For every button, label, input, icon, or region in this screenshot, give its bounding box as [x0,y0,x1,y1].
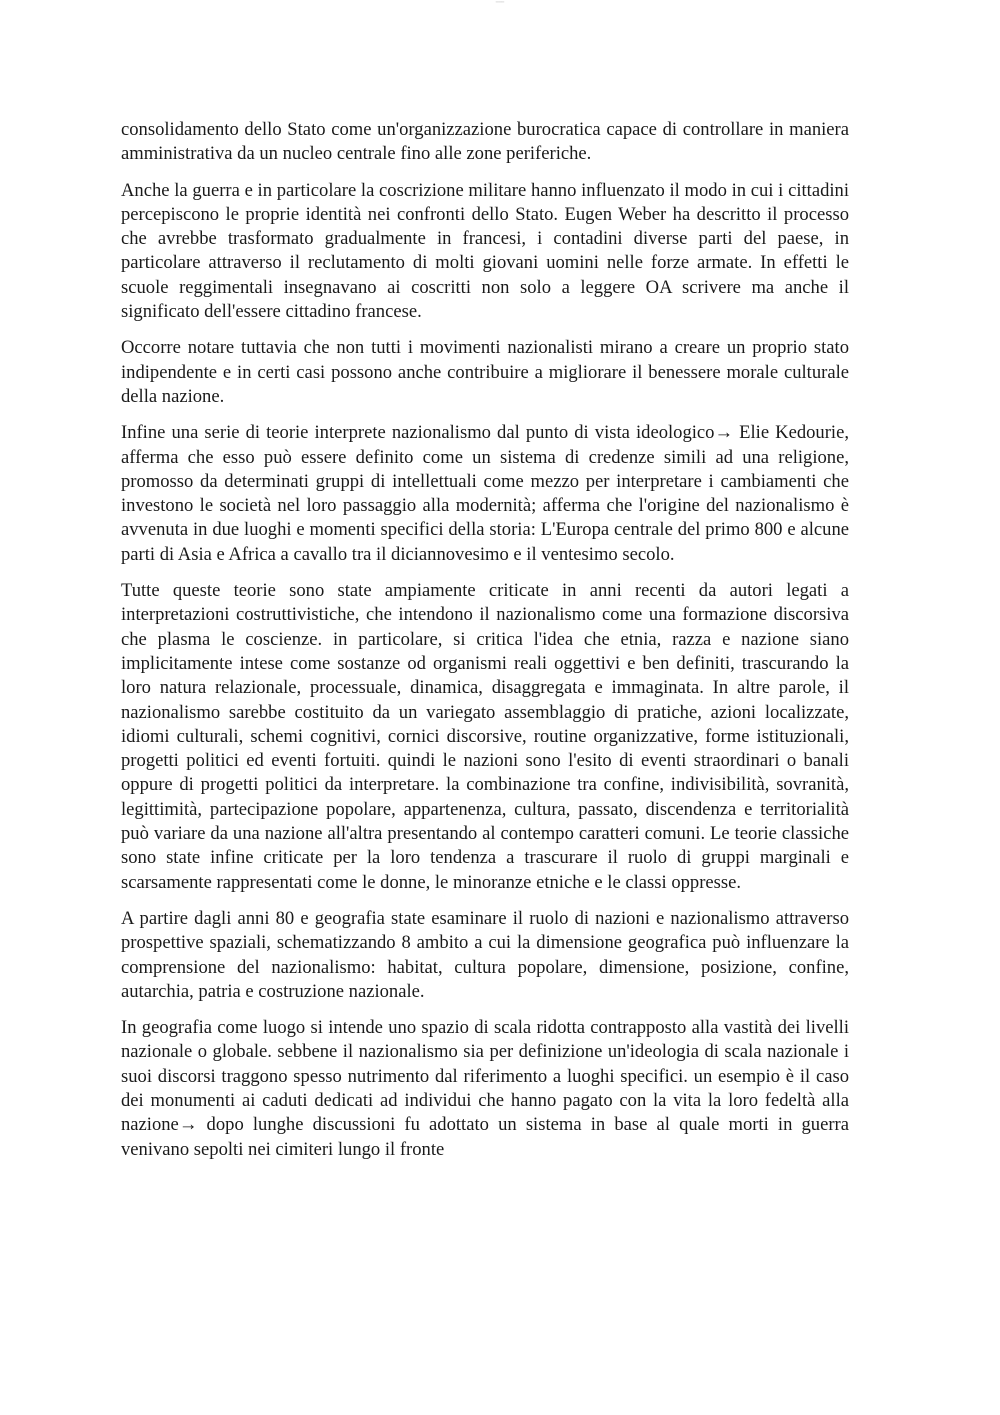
page-header-mark: ═══ [495,0,505,4]
paragraph: A partire dagli anni 80 e geografia state esaminare il ruolo di nazioni e nazionalismo attraverso prospettive spaziali, schematizzando 8 ambito a cui la dimensione geografica può influenzare la comprensione del nazionalismo: habitat, cultura popolare, dimensione, posizione, confine, autarchia, patria e costruzione nazionale. [121,907,849,1002]
paragraph: Anche la guerra e in particolare la coscrizione militare hanno influenzato il modo in cui i cittadini percepiscono le proprie identità nei confronti dello Stato. Eugen Weber ha descritto il processo che avrebbe trasformato gradualmente in francesi, i contadini diverse parti del paese, in particolare attraverso il reclutamento di molti giovani uomini nelle forze armate. In effetti le scuole reggimentali insegnavano ai coscritti non solo a leggere OA scrivere ma anche il significato dell'essere cittadino francese. [121,179,849,323]
paragraph: Tutte queste teorie sono state ampiamente criticate in anni recenti da autori legati a interpretazioni costruttivistiche, che intendono il nazionalismo come una formazione discorsiva che plasma le coscienze. in particolare, si critica l'idea che etnia, razza e nazione siano implicitamente intese come sostanze od organismi reali oggettivi e ben definiti, trascurando la loro natura relazionale, processuale, dinamica, disaggregata e immaginata. In altre parole, il nazionalismo sarebbe costituito da un variegato assemblaggio di pratiche, azioni localizzate, idiomi culturali, schemi cognitivi, cornici discorsive, routine organizzative, forme istituzionali, progetti politici ed eventi fortuiti. quindi le nazioni sono l'esito di eventi straordinari o banali oppure di progetti politici da interpretare. la combinazione tra confine, indivisibilità, sovranità, legittimità, partecipazione popolare, appartenenza, cultura, passato, discendenza e territorialità può variare da una nazione all'altra presentando al contempo caratteri comuni. Le teorie classiche sono state infine criticate per la loro tendenza a trascurare il ruolo di gruppi marginali e scarsamente rappresentati come le donne, le minoranze etniche e le classi oppresse. [121,580,849,893]
paragraph: Infine una serie di teorie interprete nazionalismo dal punto di vista ideologico→ Elie Kedourie, afferma che esso può essere definito come un sistema di credenze simili ad una religione, promosso da determinati gruppi di intellettuali come mezzo per interpretare i cambiamenti che investono le società nel loro passaggio alla modernità; afferma che l'origine del nazionalismo è avvenuta in due luoghi e momenti specifici della storia: L'Europa centrale del primo 800 e alcune parti di Asia e Africa a cavallo tra il diciannovesimo e il ventesimo secolo. [121,422,849,565]
document-body [121,118,849,1174]
paragraph: consolidamento dello Stato come un'organizzazione burocratica capace di controllare in maniera amministrativa da un nucleo centrale fino alle zone periferiche. [121,119,849,165]
paragraph: In geografia come luogo si intende uno spazio di scala ridotta contrapposto alla vastità dei livelli nazionale o globale. sebbene il nazionalismo sia per definizione un'ideologia di scala nazionale i suoi discorsi traggono spesso nutrimento dal riferimento a luoghi specifici. un esempio è il caso dei monumenti ai caduti dedicati ad individui che hanno pagato con la vita la loro fedeltà alla nazione→ dopo lunghe discussioni fu adottato un sistema in base al quale morti in guerra venivano sepolti nei cimiteri lungo il fronte [121,1017,849,1160]
paragraph: Occorre notare tuttavia che non tutti i movimenti nazionalisti mirano a creare un proprio stato indipendente e in certi casi possono anche contribuire a migliorare il benessere morale culturale della nazione. [121,337,849,407]
